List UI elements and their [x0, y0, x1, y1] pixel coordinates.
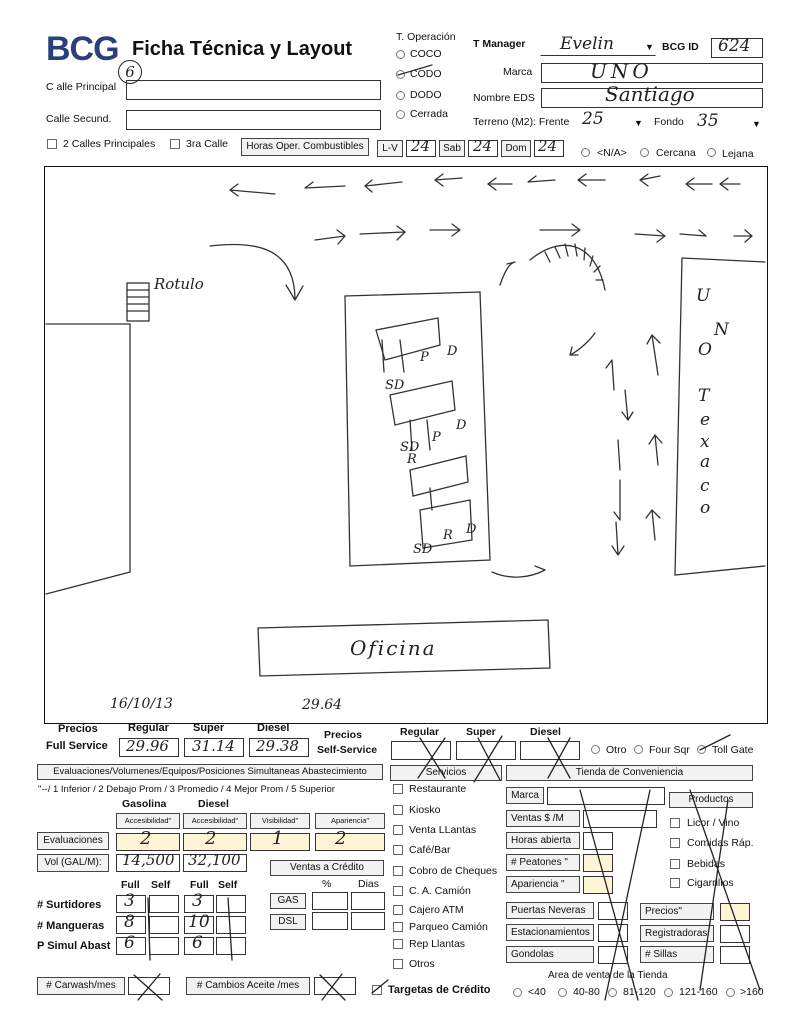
otro-label: Otro	[606, 744, 627, 756]
comidas-label: Comidas Ráp.	[687, 837, 754, 849]
neighbor-letter-2: N	[714, 320, 729, 340]
tienda-header: Tienda de Conveniencia	[506, 765, 753, 781]
cobro-cheques-label: Cobro de Cheques	[409, 865, 498, 877]
psim-full-gas-value: 6	[124, 933, 135, 953]
col-diesel: Diesel	[257, 722, 290, 734]
visibilidad-label: Visibilidad"	[250, 813, 310, 829]
servicios-header: Servicios	[390, 765, 502, 781]
precios-full-label-2: Full Service	[46, 740, 108, 752]
area-venta-label: Area de venta de la Tienda	[548, 970, 668, 981]
full-regular-value: 29.96	[126, 737, 169, 755]
ca-camion-label: C. A. Camión	[409, 885, 471, 897]
bcg-id-value: 624	[718, 36, 751, 56]
self-col-label-dsl: Self	[218, 879, 238, 891]
t-manager-label: T Manager	[473, 38, 526, 50]
apariencia-label: Apariencia"	[315, 813, 385, 829]
col-diesel-eval: Diesel	[198, 798, 229, 810]
col-regular: Regular	[128, 722, 169, 734]
lv-value: 24	[411, 137, 431, 155]
frente-value: 25	[582, 109, 604, 129]
fondo-value: 35	[697, 111, 719, 131]
cajero-atm-label: Cajero ATM	[409, 904, 464, 916]
bebidas-label: Bebidas	[687, 858, 725, 870]
full-super-value: 31.14	[192, 737, 235, 755]
calle-secundaria-label: Calle Secund.	[46, 113, 112, 125]
evaluaciones-label: Evaluaciones	[37, 832, 109, 850]
gondolas-label: Gondolas	[506, 946, 594, 963]
sillas-label: # Sillas	[640, 946, 714, 963]
precios-self-label-2: Self-Service	[317, 744, 378, 756]
marca-value: UNO	[590, 59, 653, 83]
ventas-label: Ventas $ /M	[506, 810, 580, 827]
cerrada-label: Cerrada	[410, 108, 448, 120]
precios-full-label-1: Precios	[58, 723, 98, 735]
apariencia-tienda-label: Apariencia "	[506, 876, 580, 893]
logo: BCG	[46, 30, 119, 68]
neighbor-letter-9: o	[700, 498, 711, 518]
targetas-credito-label: Targetas de Crédito	[388, 984, 491, 996]
full-col-label-gas: Full	[121, 879, 140, 891]
cigarrillos-label: Cigarrillos	[687, 877, 734, 889]
eval-visib-value: 1	[272, 828, 284, 849]
eval-gas-value: 2	[140, 828, 152, 849]
neighbor-letter-4: T	[698, 386, 710, 406]
surtidores-label: # Surtidores	[37, 899, 102, 911]
area-gt160-label: >160	[740, 986, 764, 998]
dias-label: Dias	[358, 878, 380, 890]
pump-label-5: R	[407, 452, 417, 467]
sab-value: 24	[473, 137, 493, 155]
dos-calles-label: 2 Calles Principales	[63, 138, 156, 150]
parqueo-camion-label: Parqueo Camión	[409, 921, 488, 933]
dodo-label: DODO	[410, 89, 442, 101]
venta-llantas-label: Venta LLantas	[409, 824, 477, 836]
evaluaciones-banner: Evaluaciones/Volumenes/Equipos/Posiciones Simultaneas Abastecimiento	[37, 764, 383, 780]
lv-label: L-V	[377, 140, 403, 157]
vol-gas-value: 14,500	[122, 851, 175, 869]
licor-label: Licor / Vino	[687, 817, 740, 829]
otros-label: Otros	[409, 958, 435, 970]
pump-label-4: SD	[400, 440, 420, 455]
eval-diesel-value: 2	[205, 828, 217, 849]
dsl-credit-label: DSL	[270, 914, 306, 930]
area-121-160-label: 121-160	[679, 986, 718, 998]
puertas-neveras-label: Puertas Neveras	[506, 902, 594, 919]
mang-full-gas-value: 8	[124, 912, 135, 932]
date-note: 16/10/13	[110, 696, 173, 712]
accesibilidad-dsl-label: Accesibilidad"	[183, 813, 247, 829]
pump-label-3: D	[447, 344, 458, 359]
na-label: <N/A>	[597, 147, 627, 159]
t-manager-dropdown-icon[interactable]: ▼	[645, 42, 654, 52]
precios-self-label-1: Precios	[324, 729, 362, 741]
codo-label: CODO	[410, 68, 442, 80]
rotulo-label: Rotulo	[154, 275, 204, 293]
accesibilidad-gas-label: Accesibilidad"	[116, 813, 180, 829]
psimul-label: P Simul Abast	[37, 940, 111, 952]
price-note: 29.64	[302, 697, 343, 713]
frente-dropdown-icon[interactable]: ▼	[634, 118, 643, 128]
surt-full-gas-value: 3	[124, 891, 135, 911]
productos-header: Productos	[669, 792, 753, 808]
rep-llantas-label: Rep Llantas	[409, 938, 466, 950]
neighbor-letter-5: e	[700, 410, 711, 430]
area-lt40-label: <40	[528, 986, 546, 998]
cambios-aceite-label: # Cambios Aceite /mes	[186, 977, 310, 995]
oficina-label: Oficina	[350, 636, 437, 660]
restaurante-label: Restaurante	[409, 783, 467, 795]
carwash-label: # Carwash/mes	[37, 977, 125, 995]
toll-gate-label: Toll Gate	[712, 744, 754, 756]
calle-principal-note: 6	[118, 60, 142, 84]
vol-diesel-value: 32,100	[188, 851, 241, 869]
self-col-label-gas: Self	[151, 879, 171, 891]
horas-oper-button[interactable]: Horas Oper. Combustibles	[241, 138, 369, 156]
full-col-label-dsl: Full	[190, 879, 209, 891]
calle-principal-label: C alle Principal	[46, 81, 117, 93]
horas-abierta-label: Horas abierta	[506, 832, 580, 849]
pump-label-9: R	[443, 528, 453, 543]
vol-label: Vol (GAL/M):	[37, 854, 109, 872]
marca-label: Marca	[503, 66, 533, 78]
cafe-bar-label: Café/Bar	[409, 844, 451, 856]
t-manager-value: Evelin	[560, 34, 614, 54]
tercera-calle-label: 3ra Calle	[186, 138, 229, 150]
pump-label-8: SD	[413, 542, 433, 557]
terreno-label: Terreno (M2): Frente	[473, 116, 570, 128]
pump-label-10: D	[466, 522, 477, 537]
surt-full-dsl-value: 3	[192, 891, 203, 911]
mangueras-label: # Mangueras	[37, 920, 105, 932]
neighbor-letter-6: x	[700, 432, 710, 452]
pump-label-1: SD	[385, 378, 405, 393]
sab-label: Sab	[439, 140, 465, 157]
estacionamientos-label: Estacionamientos	[506, 924, 594, 941]
neighbor-letter-7: a	[700, 452, 711, 472]
pct-label: %	[322, 878, 332, 890]
pump-label-2: P	[420, 350, 429, 365]
nombre-eds-label: Nombre EDS	[473, 92, 535, 104]
registradoras-label: Registradoras	[640, 925, 714, 942]
kiosko-label: Kiosko	[409, 804, 441, 816]
area-40-80-label: 40-80	[573, 986, 600, 998]
psim-full-dsl-value: 6	[192, 933, 203, 953]
mang-full-dsl-value: 10	[188, 912, 210, 932]
self-col-regular: Regular	[400, 726, 440, 738]
form-title: Ficha Técnica y Layout	[132, 38, 353, 60]
dom-label: Dom	[501, 140, 531, 157]
neighbor-letter-3: O	[698, 340, 712, 360]
coco-label: COCO	[410, 48, 442, 60]
neighbor-letter-1: U	[696, 286, 711, 306]
lejana-label: Lejana	[722, 148, 754, 160]
area-81-120-label: 81-120	[623, 986, 656, 998]
precios-tienda-label: Precios"	[640, 903, 714, 920]
col-gasolina: Gasolina	[122, 798, 167, 810]
neighbor-letter-8: c	[700, 476, 710, 496]
four-sqr-label: Four Sqr	[649, 744, 690, 756]
cercana-label: Cercana	[656, 147, 696, 159]
nombre-eds-value: Santiago	[605, 82, 695, 106]
fondo-dropdown-icon[interactable]: ▼	[752, 119, 761, 129]
t-operacion-label: T. Operación	[396, 31, 456, 43]
self-col-diesel: Diesel	[530, 726, 561, 738]
gas-credit-label: GAS	[270, 893, 306, 909]
pump-label-6: P	[432, 430, 441, 445]
bcg-id-label: BCG ID	[662, 41, 699, 53]
dom-value: 24	[538, 137, 558, 155]
eval-apar-value: 2	[335, 828, 347, 849]
ventas-credito-label: Ventas a Crédito	[270, 860, 384, 876]
peatones-label: # Peatones "	[506, 854, 580, 871]
evaluaciones-scale: "--/ 1 Inferior / 2 Debajo Prom / 3 Promedio / 4 Mejor Prom / 5 Superior	[38, 784, 335, 795]
self-col-super: Super	[466, 726, 496, 738]
full-diesel-value: 29.38	[256, 737, 299, 755]
tienda-marca-label: Marca	[506, 787, 544, 804]
col-super: Super	[193, 722, 225, 734]
pump-label-7: D	[456, 418, 467, 433]
fondo-label: Fondo	[654, 116, 684, 128]
